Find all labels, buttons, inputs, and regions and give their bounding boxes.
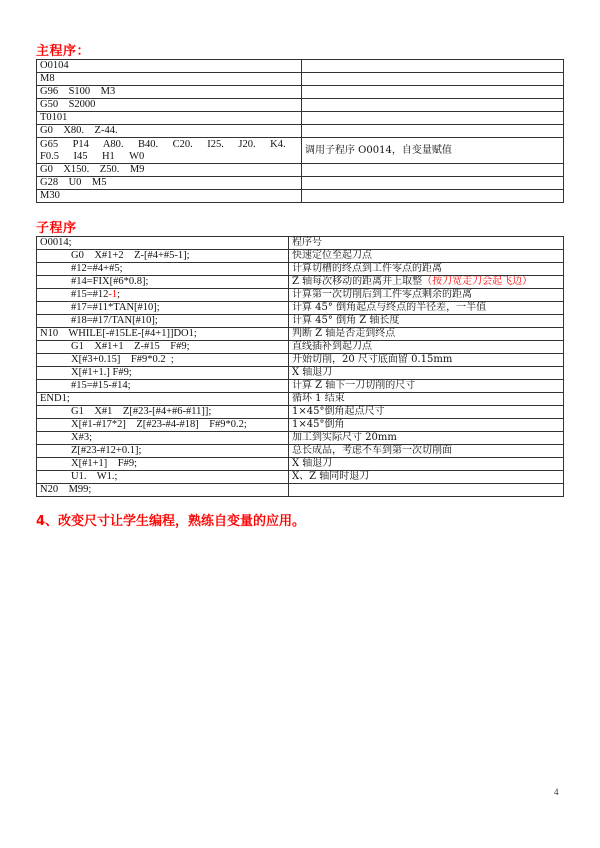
table-row xyxy=(37,125,564,138)
comment-cell: 加工到实际尺寸 20mm xyxy=(289,432,564,445)
code-cell xyxy=(37,289,289,302)
table-row xyxy=(37,73,564,86)
code-cell: G0 X80. Z-44. xyxy=(37,125,302,138)
code-cell: U1. W1.; xyxy=(37,471,289,484)
table-row xyxy=(37,289,564,302)
code-cell: M30 xyxy=(37,190,302,203)
code-cell: END1; xyxy=(37,393,289,406)
table-row xyxy=(37,164,564,177)
table-row xyxy=(37,380,564,393)
comment-cell: 总长成品，考虑不车到第一次切削面 xyxy=(289,445,564,458)
sub-program-table xyxy=(36,236,564,497)
comment-cell: 程序号 xyxy=(289,237,564,250)
table-row xyxy=(37,263,564,276)
code-cell: O0104 xyxy=(37,60,302,73)
comment-cell: X 轴退刀 xyxy=(289,367,564,380)
table-row xyxy=(37,177,564,190)
table-row xyxy=(37,276,564,289)
comment-cell xyxy=(289,276,564,289)
comment-cell xyxy=(302,177,564,190)
comment-cell xyxy=(302,60,564,73)
code-cell: T0101 xyxy=(37,112,302,125)
code-cell: G1 X#1+1 Z-#15 F#9; xyxy=(37,341,289,354)
code-cell: #12=#4+#5; xyxy=(37,263,289,276)
table-row xyxy=(37,302,564,315)
table-row xyxy=(37,445,564,458)
comment-cell: X 轴退刀 xyxy=(289,458,564,471)
comment-cell xyxy=(302,99,564,112)
table-row xyxy=(37,99,564,112)
table-row xyxy=(37,341,564,354)
code-cell: G96 S100 M3 xyxy=(37,86,302,99)
comment-cell xyxy=(302,73,564,86)
table-row xyxy=(37,354,564,367)
code-cell: G65 P14 A80. B40. C20. I25. J20. K4. F0.5 I45 H1 W0 xyxy=(37,138,302,164)
comment-cell xyxy=(289,484,564,497)
comment-cell: 1×45°倒角 xyxy=(289,419,564,432)
code-cell: #15=#15-#14; xyxy=(37,380,289,393)
comment-cell xyxy=(302,86,564,99)
comment-cell: 直线插补到起刀点 xyxy=(289,341,564,354)
comment-cell: 1×45°倒角起点尺寸 xyxy=(289,406,564,419)
table-row xyxy=(37,484,564,497)
table-row xyxy=(37,112,564,125)
code-tail: ; xyxy=(117,289,121,300)
table-row xyxy=(37,458,564,471)
code-cell: X#3; xyxy=(37,432,289,445)
code-text: #15=#12 xyxy=(71,289,109,300)
table-row xyxy=(37,419,564,432)
table-row xyxy=(37,190,564,203)
comment-cell xyxy=(302,164,564,177)
table-row xyxy=(37,86,564,99)
table-row xyxy=(37,237,564,250)
code-cell: G50 S2000 xyxy=(37,99,302,112)
code-cell: G0 X150. Z50. M9 xyxy=(37,164,302,177)
code-cell: X[#1+1.] F#9; xyxy=(37,367,289,380)
code-highlight-red: -1 xyxy=(108,289,118,300)
comment-cell: 快速定位至起刀点 xyxy=(289,250,564,263)
code-cell: N10 WHILE[-#15LE-[#4+1]]DO1; xyxy=(37,328,289,341)
comment-cell xyxy=(302,125,564,138)
code-cell: G28 U0 M5 xyxy=(37,177,302,190)
comment-cell: 计算第一次切削后到工件零点剩余的距离 xyxy=(289,289,564,302)
sub-program-heading: 子程序 xyxy=(36,221,77,236)
comment-cell: 计算 45° 倒角起点与终点的半径差，一半值 xyxy=(289,302,564,315)
table-row xyxy=(37,432,564,445)
code-cell: #18=#17/TAN[#10]; xyxy=(37,315,289,328)
comment-cell xyxy=(302,190,564,203)
code-cell: N20 M99; xyxy=(37,484,289,497)
table-row xyxy=(37,250,564,263)
code-cell: #14=FIX[#6*0.8]; xyxy=(37,276,289,289)
code-cell: Z[#23-#12+0.1]; xyxy=(37,445,289,458)
table-row xyxy=(37,138,564,164)
code-cell: #17=#11*TAN[#10]; xyxy=(37,302,289,315)
comment-text: Z 轴每次移动的距离并上取整 xyxy=(292,276,423,287)
page-number: 4 xyxy=(554,787,559,797)
main-program-table xyxy=(36,59,564,203)
comment-cell xyxy=(302,112,564,125)
comment-cell: X、Z 轴同时退刀 xyxy=(289,471,564,484)
table-row xyxy=(37,393,564,406)
table-row xyxy=(37,315,564,328)
main-program-heading: 主程序： xyxy=(36,44,91,59)
comment-note-red: （按刀宽走刀会起飞边） xyxy=(422,276,533,287)
comment-cell: 开始切削，20 尺寸底面留 0.15mm xyxy=(289,354,564,367)
comment-cell: 判断 Z 轴是否走到终点 xyxy=(289,328,564,341)
code-cell: X[#1-#17*2] Z[#23-#4-#18] F#9*0.2; xyxy=(37,419,289,432)
table-row xyxy=(37,328,564,341)
code-cell: O0014; xyxy=(37,237,289,250)
code-cell: M8 xyxy=(37,73,302,86)
table-row xyxy=(37,406,564,419)
comment-cell: 计算 45° 倒角 Z 轴长度 xyxy=(289,315,564,328)
comment-cell: 循环 1 结束 xyxy=(289,393,564,406)
table-row xyxy=(37,60,564,73)
comment-cell: 计算切槽的终点到工件零点的距离 xyxy=(289,263,564,276)
comment-cell: 调用子程序 O0014，自变量赋值 xyxy=(302,138,564,164)
code-cell: G1 X#1 Z[#23-[#4+#6-#11]]; xyxy=(37,406,289,419)
table-row xyxy=(37,471,564,484)
comment-cell: 计算 Z 轴下一刀切削的尺寸 xyxy=(289,380,564,393)
code-cell: G0 X#1+2 Z-[#4+#5-1]; xyxy=(37,250,289,263)
exercise-note: 4、改变尺寸让学生编程，熟练自变量的应用。 xyxy=(36,514,306,529)
table-row xyxy=(37,367,564,380)
code-cell: X[#3+0.15] F#9*0.2 ; xyxy=(37,354,289,367)
code-cell: X[#1+1] F#9; xyxy=(37,458,289,471)
